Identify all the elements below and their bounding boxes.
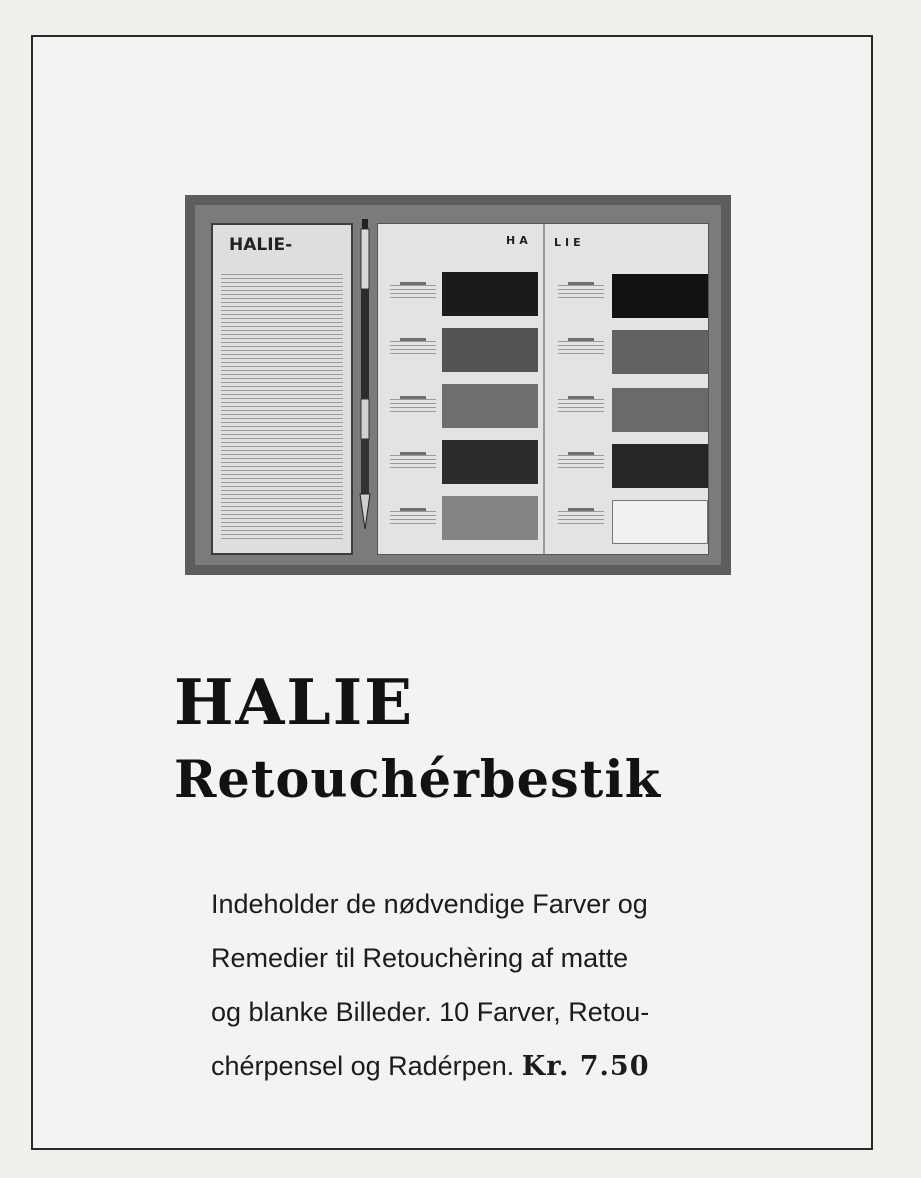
swatch-label [390,396,436,412]
swatch-label [558,282,604,298]
swatch-label [558,396,604,412]
color-swatch [612,274,708,318]
advertisement-frame [31,35,873,1150]
color-card-fold [543,224,545,554]
swatch-label [558,338,604,354]
color-swatch [612,500,708,544]
swatch-label [390,338,436,354]
photo-background [195,205,721,565]
color-card-header-right: LIE [554,236,585,249]
leaflet-title: HALIE- [229,235,293,255]
brand-headline: HALIE [174,665,415,739]
color-swatch [612,388,708,432]
color-swatch [442,496,538,540]
price: Kr. 7.50 [521,1051,650,1082]
swatch-label [390,452,436,468]
swatch-label [390,282,436,298]
leaflet-text-block [221,271,343,539]
description-line-last [211,1039,771,1094]
product-photo [185,195,731,575]
product-headline: Retouchérbestik [174,750,662,810]
description-line: og blanke Billeder. 10 Farver, Retou- [211,997,650,1027]
color-swatch [442,440,538,484]
swatch-label [558,508,604,524]
color-swatch [442,328,538,372]
color-swatch [612,330,708,374]
description-line: Indeholder de nødvendige Farver og [211,889,648,919]
color-swatch [612,444,708,488]
swatch-label [390,508,436,524]
description-line: Remedier til Retouchèring af matte [211,943,629,973]
color-swatch [442,272,538,316]
instruction-leaflet [211,223,353,555]
product-description [211,877,771,1094]
color-card [377,223,709,555]
retouch-brush-pen-icon [357,219,373,529]
swatch-label [558,452,604,468]
color-swatch [442,384,538,428]
description-line: chérpensel og Radérpen. [211,1051,515,1081]
color-card-header-left: HA [506,234,532,247]
